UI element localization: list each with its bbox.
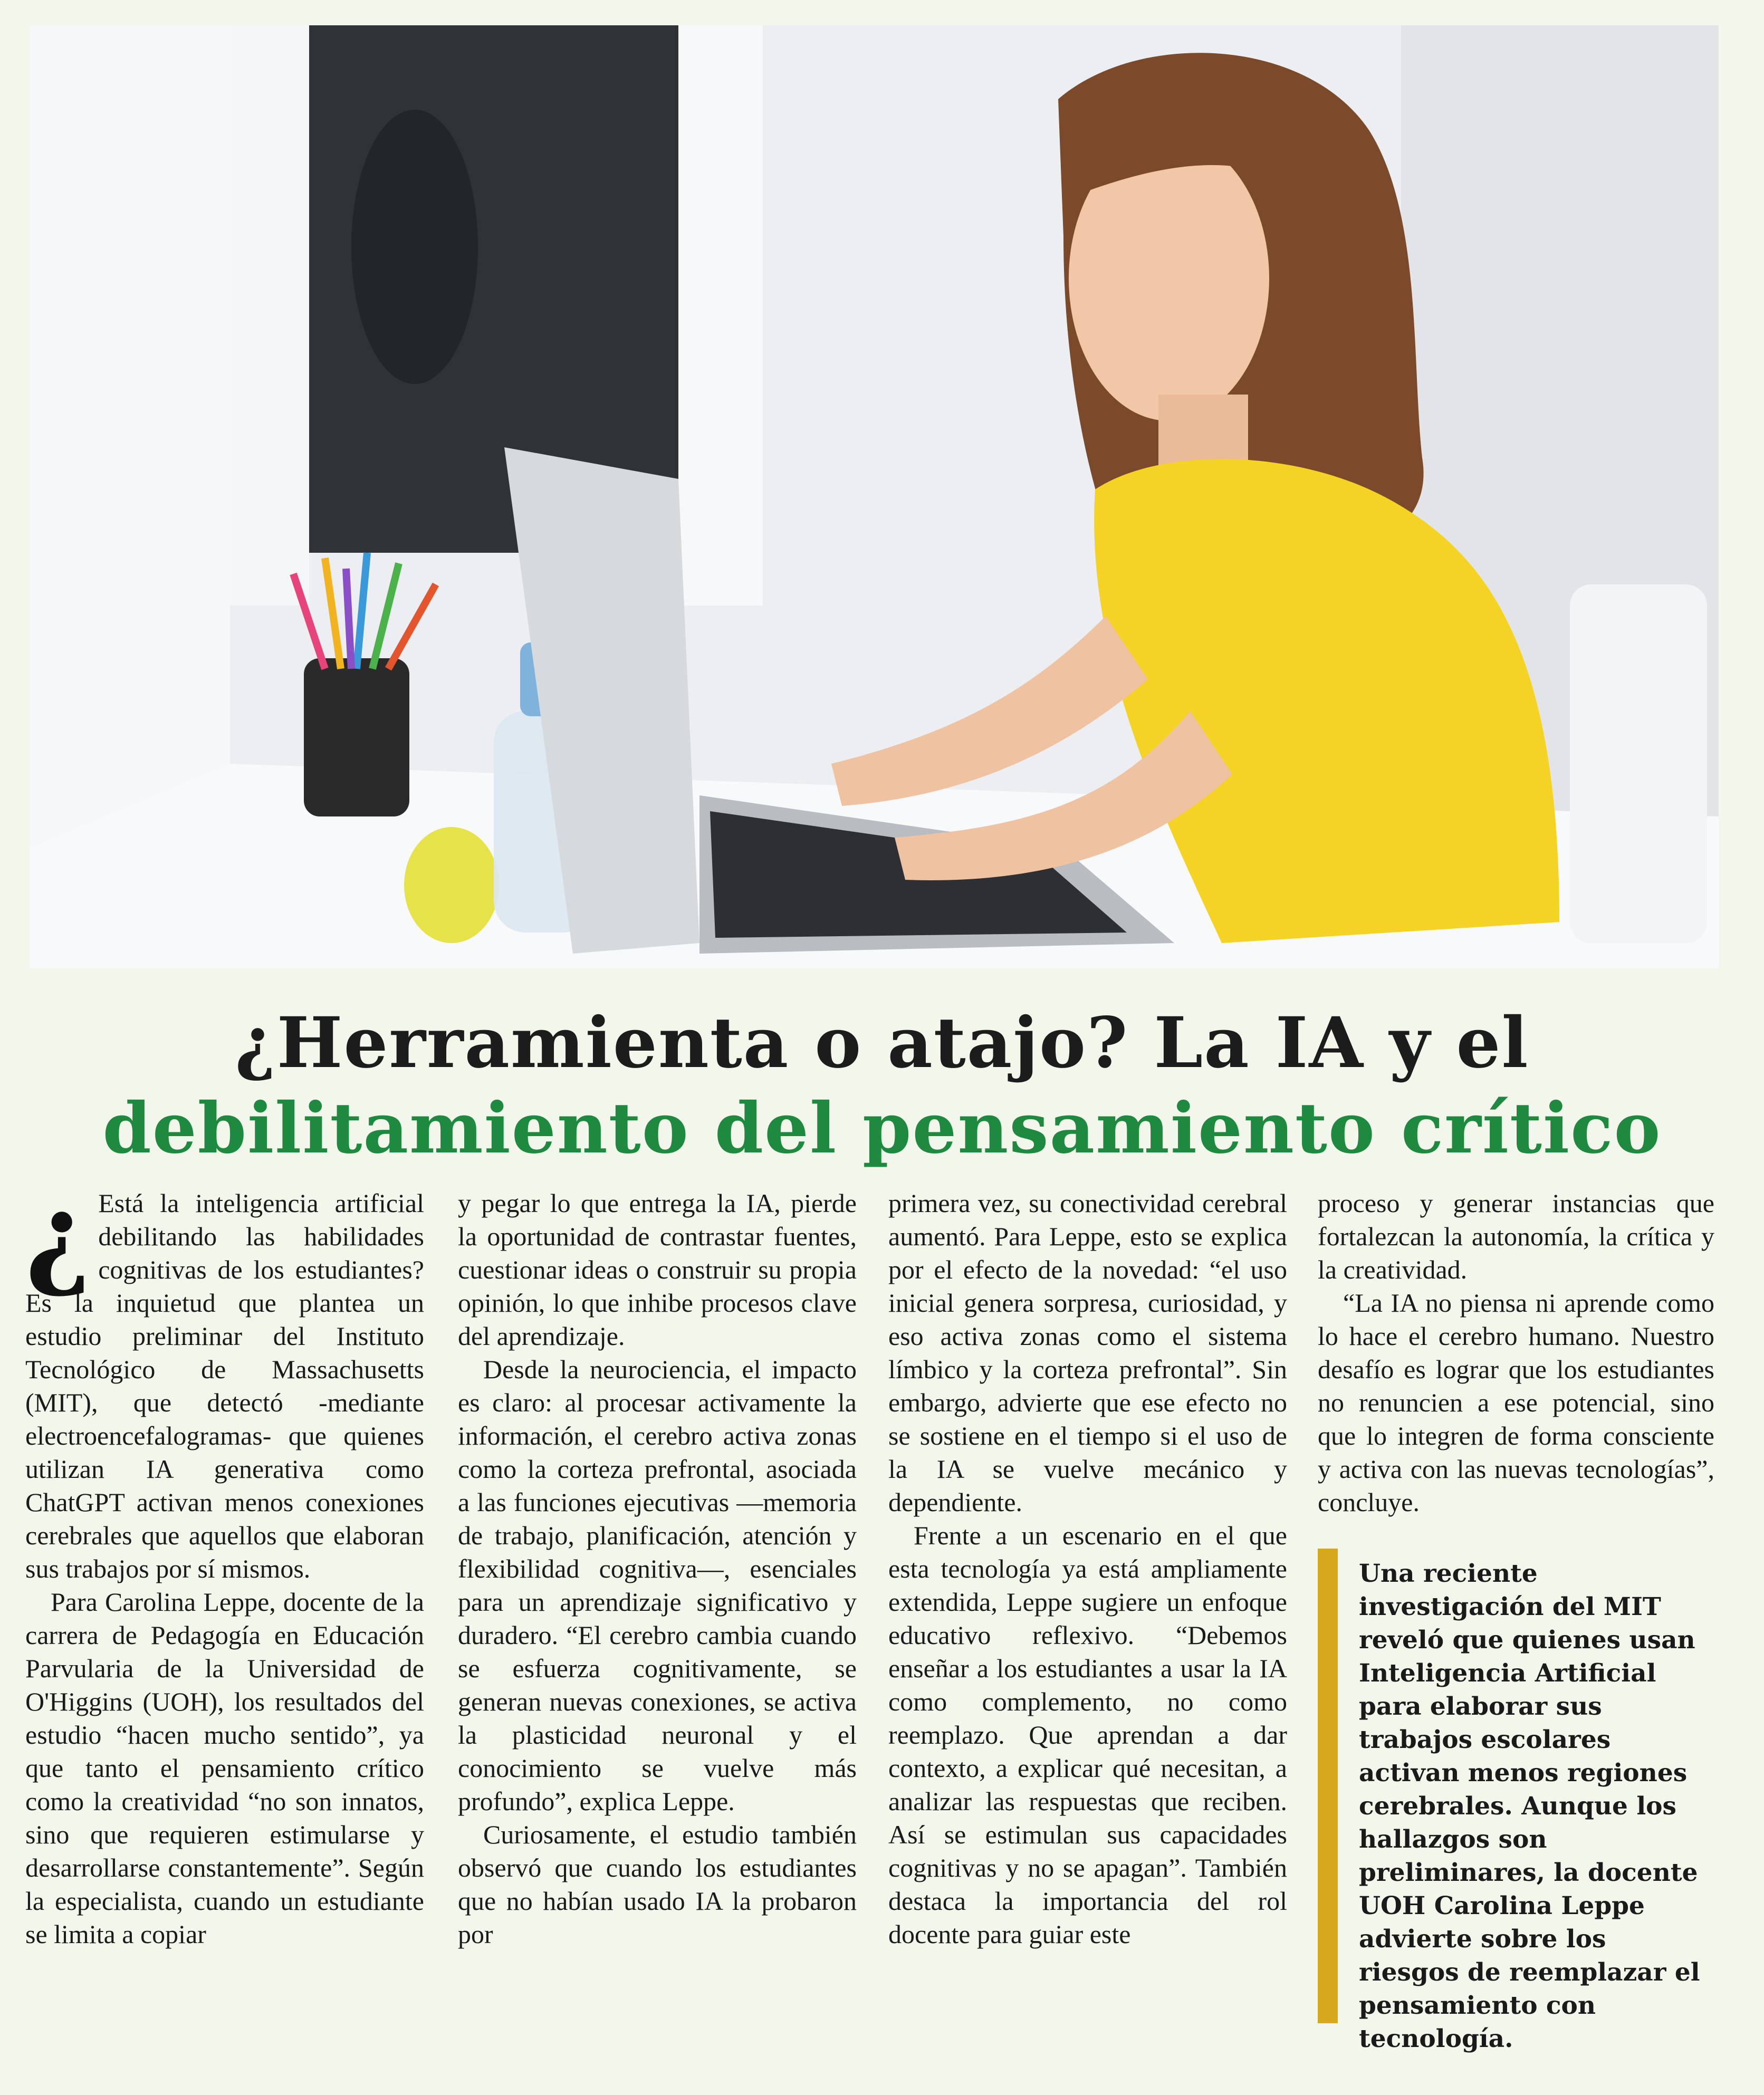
paragraph: primera vez, su conectividad cerebral aumentó. Para Leppe, esto se explica por el efecto de la novedad: “el uso inicial genera sorpresa, curiosidad, y eso activa zonas como el sistema límbico y la corteza prefrontal”. Sin embargo, advierte que ese efecto no se sostiene en el tiempo si el uso de la IA se vuelve mecánico y dependiente. (888, 1188, 1287, 1517)
pull-quote (1318, 1549, 1714, 2053)
article-column-1 (25, 1169, 424, 1951)
apple (404, 827, 499, 943)
paragraph: Desde la neurociencia, el impacto es claro: al procesar activamente la información, el cerebro activa zonas como la corteza prefrontal, asociada a las funciones ejecutivas —memoria de trabajo, planificación, atención y flexibilidad cognitiva—, esenciales para un aprendizaje significativo y duradero. “El cerebro cambia cuando se esfuerza cognitivamente, se generan nuevas conexiones, se activa la plasticidad neuronal y el conocimiento se vuelve más profundo”, explica Leppe. (458, 1354, 857, 1816)
paragraph: proceso y generar instancias que fortalezcan la autonomía, la crítica y la creatividad. (1318, 1188, 1714, 1284)
paragraph: Frente a un escenario en el que esta tecnología ya está ampliamente extendida, Leppe sugiere un enfoque educativo reflexivo. “Debemos enseñar a los estudiantes a usar la IA como complemento, no como reemplazo. Que aprendan a dar contexto, a explicar qué necesitan, a analizar las respuestas que reciben. Así se estimulan sus capacidades cognitivas y no se apagan”. También destaca la importancia del rol docente para guiar este (888, 1521, 1287, 1949)
article-column-2 (458, 1187, 857, 1951)
article-column-4 (1318, 1187, 1714, 1519)
pull-quote-text: Una reciente investigación del MIT reveló que quienes usan Inteligencia Artificial para elaborar sus trabajos escolares activan menos regiones cerebrales. Aunque los hallazgos son preliminares, la docente UOH Carolina Leppe advierte sobre los riesgos de reemplazar el pensamiento con tecnología. (1359, 1559, 1700, 2053)
photo-illustration (30, 25, 1719, 968)
headline-line-1: ¿Herramienta o atajo? La IA y el (235, 1002, 1529, 1084)
chair (1570, 584, 1707, 943)
paragraph: Para Carolina Leppe, docente de la carrera de Pedagogía en Educación Parvularia de la Universidad de O'Higgins (UOH), los resultados del estudio “hacen mucho sentido”, ya que tanto el pensamiento crítico como la creatividad “no son innatos, sino que requieren estimularse y desarrollarse constantemente”. Según la especialista, cuando un estudiante se limita a copiar (25, 1587, 424, 1949)
drop-cap: ¿ (25, 1169, 91, 1301)
headline-line-2: debilitamiento del pensamiento crítico (102, 1088, 1662, 1169)
pull-quote-bar (1318, 1549, 1338, 2023)
paragraph: Está la inteligencia artificial debilitando las habilidades cognitivas de los estudiantes? Es la inquietud que plantea un estudio preliminar del Instituto Tecnológico de Massachusetts (MIT), que detectó -mediante electroencefalogramas- que quienes utilizan IA generativa como ChatGPT activan menos conexiones cerebrales que aquellos que elaboran sus trabajos por sí mismos. (25, 1188, 424, 1583)
article-photo (30, 25, 1719, 968)
paragraph: y pegar lo que entrega la IA, pierde la oportunidad de contrastar fuentes, cuestionar ideas o construir su propia opinión, lo que inhibe procesos clave del aprendizaje. (458, 1188, 857, 1351)
paragraph: “La IA no piensa ni aprende como lo hace el cerebro humano. Nuestro desafío es lograr que los estudiantes no renuncien a ese potencial, sino que lo integren de forma consciente y activa con las nuevas tecnologías”, concluye. (1318, 1288, 1714, 1517)
pencil-cup (304, 658, 409, 816)
article-column-3 (888, 1187, 1287, 1951)
paragraph: Curiosamente, el estudio también observó que cuando los estudiantes que no habían usado IA la probaron por (458, 1820, 857, 1949)
